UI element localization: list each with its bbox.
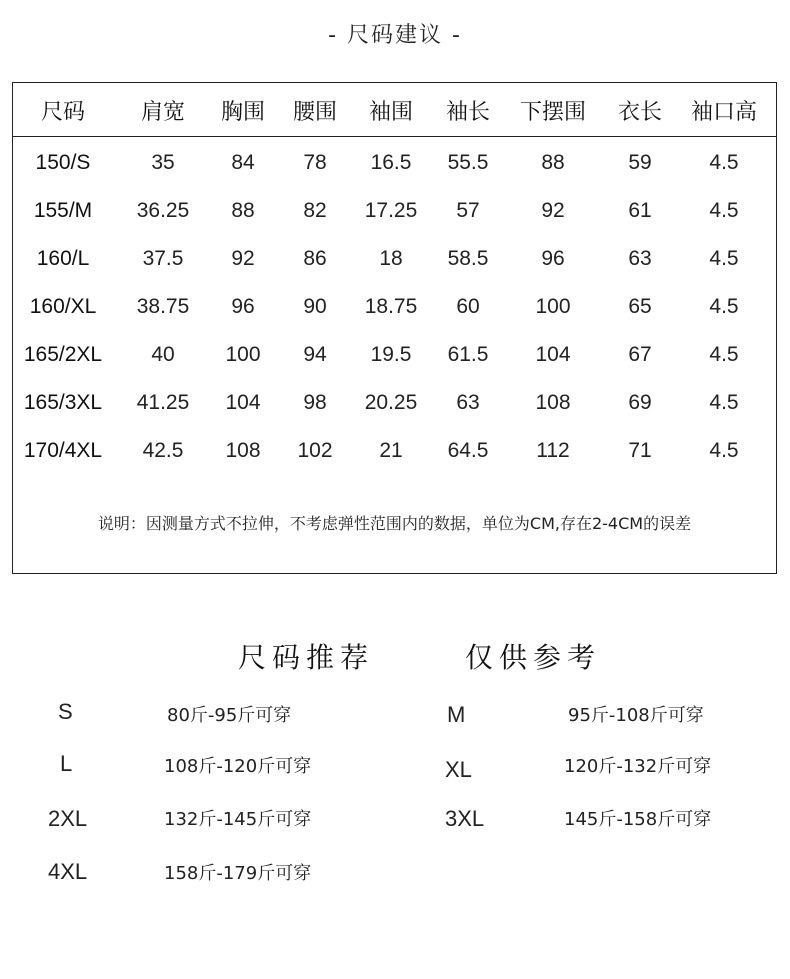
cell-waist: 78: [303, 151, 327, 174]
cell-waist: 94: [303, 343, 327, 366]
cell-sleeve-length: 64.5: [447, 439, 489, 462]
cell-sleeve-width: 18.75: [364, 295, 418, 318]
table-row: [13, 439, 776, 467]
cell-sleeve-length: 61.5: [447, 343, 489, 366]
rec-size: L: [60, 751, 73, 776]
cell-length: 71: [628, 439, 652, 462]
cell-sleeve-length: 55.5: [447, 151, 489, 174]
header-hem: 下摆围: [519, 100, 586, 125]
cell-sleeve-length: 63: [456, 391, 480, 414]
cell-shoulder: 41.25: [136, 391, 190, 414]
recommendation-title: 尺码推荐: [238, 641, 375, 674]
size-table: [12, 82, 777, 574]
cell-size: 150/S: [35, 151, 91, 174]
cell-sleeve-width: 16.5: [370, 151, 412, 174]
table-row: [13, 295, 776, 323]
cell-sleeve-width: 21: [379, 439, 403, 462]
cell-chest: 88: [231, 199, 255, 222]
cell-cuff-height: 4.5: [709, 151, 739, 174]
rec-size: M: [447, 702, 466, 727]
measurement-note: 说明：因测量方式不拉伸，不考虑弹性范围内的数据，单位为CM,存在2-4CM的误差: [97, 514, 692, 533]
header-waist: 腰围: [292, 100, 337, 125]
header-sleeve-width: 袖围: [368, 100, 413, 125]
cell-shoulder: 35: [151, 151, 175, 174]
rec-size: 2XL: [48, 806, 88, 831]
cell-sleeve-width: 20.25: [364, 391, 418, 414]
cell-chest: 84: [231, 151, 255, 174]
cell-length: 67: [628, 343, 652, 366]
rec-size: S: [58, 699, 73, 724]
header-shoulder: 肩宽: [140, 100, 185, 125]
cell-hem: 112: [536, 439, 570, 462]
header-sleeve-length: 袖长: [445, 100, 490, 125]
cell-chest: 104: [225, 391, 261, 414]
cell-cuff-height: 4.5: [709, 295, 739, 318]
cell-sleeve-length: 60: [456, 295, 480, 318]
rec-range: 158斤-179斤可穿: [164, 863, 312, 884]
cell-sleeve-length: 57: [456, 199, 480, 222]
cell-length: 63: [628, 247, 652, 270]
rec-range: 95斤-108斤可穿: [568, 705, 704, 726]
reference-only-label: 仅供参考: [465, 641, 602, 674]
cell-length: 65: [628, 295, 652, 318]
cell-cuff-height: 4.5: [709, 439, 739, 462]
table-row: [13, 391, 776, 419]
cell-hem: 108: [535, 391, 571, 414]
cell-cuff-height: 4.5: [709, 247, 739, 270]
table-row: [13, 151, 776, 179]
cell-waist: 102: [297, 439, 333, 462]
cell-hem: 104: [535, 343, 571, 366]
page-title: - 尺码建议 -: [328, 23, 462, 48]
cell-hem: 100: [535, 295, 571, 318]
header-length: 衣长: [617, 100, 662, 125]
rec-range: 108斤-120斤可穿: [164, 756, 312, 777]
cell-waist: 90: [303, 295, 327, 318]
rec-range: 120斤-132斤可穿: [564, 756, 712, 777]
cell-cuff-height: 4.5: [709, 391, 739, 414]
cell-waist: 98: [303, 391, 327, 414]
table-row: [13, 343, 776, 371]
cell-hem: 88: [541, 151, 565, 174]
cell-length: 61: [628, 199, 652, 222]
rec-size: 4XL: [48, 859, 88, 884]
rec-range: 132斤-145斤可穿: [164, 809, 312, 830]
rec-size: XL: [445, 757, 472, 782]
rec-range: 80斤-95斤可穿: [167, 705, 292, 726]
cell-sleeve-width: 19.5: [370, 343, 412, 366]
cell-chest: 108: [225, 439, 261, 462]
cell-shoulder: 38.75: [136, 295, 190, 318]
cell-cuff-height: 4.5: [709, 343, 739, 366]
cell-size: 160/L: [36, 247, 90, 270]
cell-size: 170/4XL: [23, 439, 103, 462]
cell-shoulder: 36.25: [136, 199, 190, 222]
cell-size: 165/2XL: [23, 343, 103, 366]
rec-size: 3XL: [445, 806, 485, 831]
cell-shoulder: 40: [151, 343, 175, 366]
cell-sleeve-length: 58.5: [447, 247, 489, 270]
header-chest: 胸围: [220, 100, 265, 125]
cell-length: 59: [628, 151, 652, 174]
rec-range: 145斤-158斤可穿: [564, 809, 712, 830]
cell-waist: 86: [303, 247, 327, 270]
cell-chest: 92: [231, 247, 255, 270]
cell-shoulder: 37.5: [142, 247, 184, 270]
cell-chest: 96: [231, 295, 255, 318]
table-header: [13, 83, 776, 137]
header-size: 尺码: [40, 100, 85, 125]
header-cuff-height: 袖口高: [690, 100, 757, 125]
cell-hem: 96: [541, 247, 565, 270]
cell-chest: 100: [225, 343, 261, 366]
cell-size: 165/3XL: [23, 391, 103, 414]
cell-shoulder: 42.5: [142, 439, 184, 462]
cell-sleeve-width: 18: [379, 247, 403, 270]
table-row: [13, 247, 776, 275]
table-row: [13, 199, 776, 227]
cell-hem: 92: [541, 199, 565, 222]
cell-waist: 82: [303, 199, 327, 222]
cell-length: 69: [628, 391, 652, 414]
cell-sleeve-width: 17.25: [364, 199, 418, 222]
cell-size: 155/M: [33, 199, 93, 222]
cell-cuff-height: 4.5: [709, 199, 739, 222]
cell-size: 160/XL: [29, 295, 97, 318]
